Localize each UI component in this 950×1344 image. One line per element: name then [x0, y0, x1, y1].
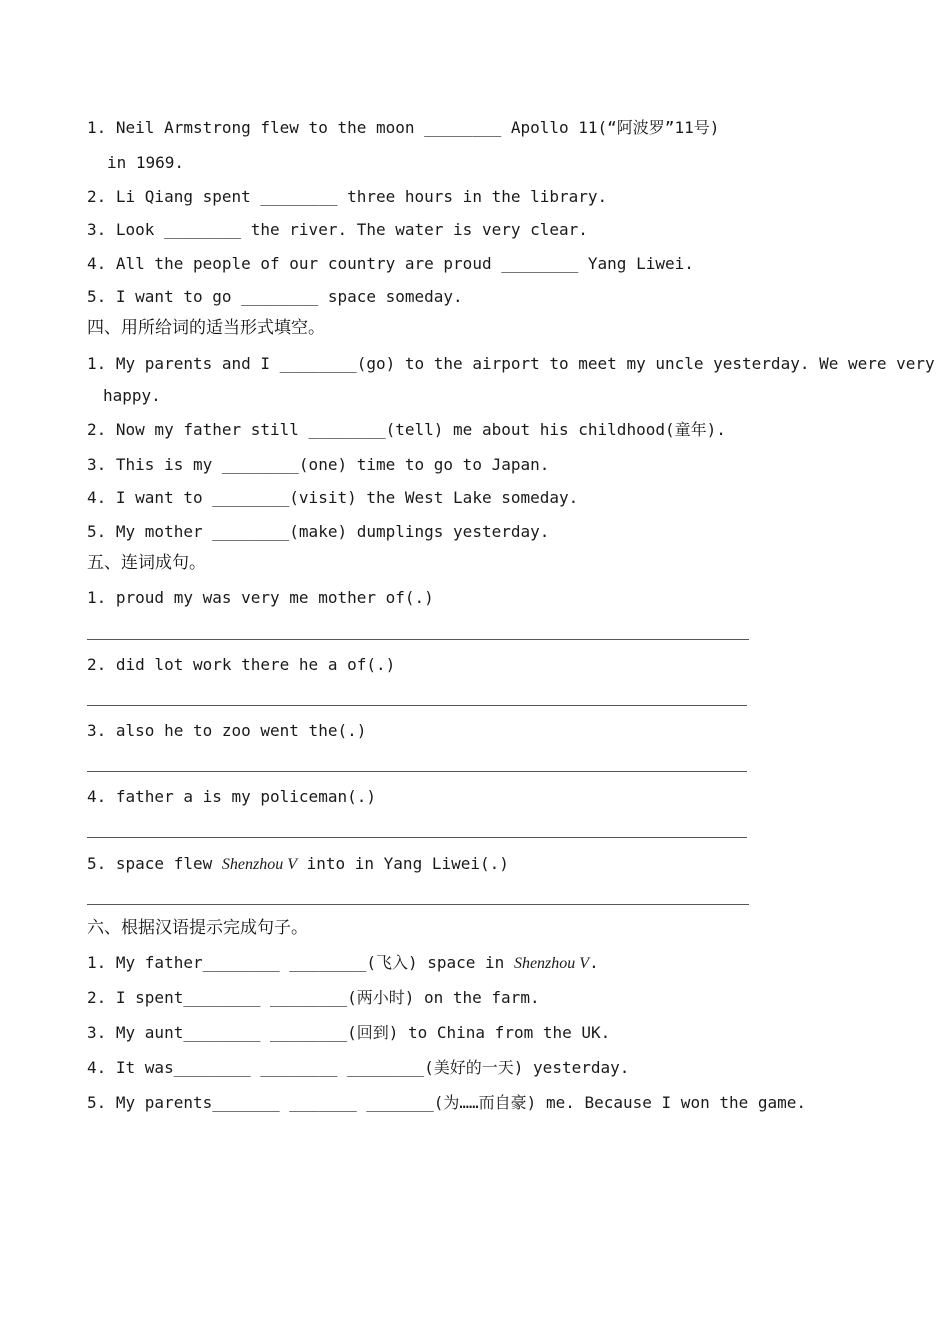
sec3-question-1: 1. Neil Armstrong flew to the moon ________ Apollo 11(“阿波罗”11号) [87, 118, 720, 137]
sec4-question-4: 4. I want to ________(visit) the West Lake someday. [87, 488, 579, 507]
answer-line-2[interactable] [87, 705, 747, 706]
sec4-question-1: 1. My parents and I ________(go) to the airport to meet my uncle yesterday. We were very [87, 354, 935, 373]
sec5-question-5-post: into in Yang Liwei(.) [296, 854, 509, 873]
section-4-title: 四、用所给词的适当形式填空。 [87, 318, 325, 338]
sec6-question-3: 3. My aunt________ ________(回到) to China from the UK. [87, 1023, 611, 1042]
sec3-question-1-cont: in 1969. [107, 153, 185, 172]
answer-line-3[interactable] [87, 771, 747, 772]
sec3-question-5: 5. I want to go ________ space someday. [87, 287, 463, 306]
sec5-question-2: 2. did lot work there he a of(.) [87, 655, 396, 674]
sec5-question-5 [87, 854, 887, 875]
sec5-question-4: 4. father a is my policeman(.) [87, 787, 376, 806]
answer-line-5[interactable] [87, 904, 749, 905]
sec4-question-3: 3. This is my ________(one) time to go to Japan. [87, 455, 550, 474]
sec6-question-5: 5. My parents_______ _______ _______(为……而自豪) me. Because I won the game. [87, 1093, 807, 1112]
sec4-question-5: 5. My mother ________(make) dumplings yesterday. [87, 522, 550, 541]
sec5-question-5-pre: 5. space flew [87, 854, 222, 873]
answer-line-4[interactable] [87, 837, 747, 838]
sec6-question-1-pre: 1. My father________ ________(飞入) space in [87, 953, 514, 972]
sec6-question-2: 2. I spent________ ________(两小时) on the farm. [87, 988, 540, 1007]
section-5-title: 五、连词成句。 [87, 553, 206, 573]
shenzhou-italic-2: Shenzhou V [513, 955, 590, 972]
sec6-question-1-post: . [589, 953, 599, 972]
sec6-question-4: 4. It was________ ________ ________(美好的一天) yesterday. [87, 1058, 630, 1077]
sec4-question-1-cont: happy. [103, 386, 161, 405]
sec4-question-2: 2. Now my father still ________(tell) me about his childhood(童年). [87, 420, 726, 439]
sec3-question-2: 2. Li Qiang spent ________ three hours in the library. [87, 187, 608, 206]
sec5-question-1: 1. proud my was very me mother of(.) [87, 588, 434, 607]
section-6-title: 六、根据汉语提示完成句子。 [87, 918, 308, 938]
sec3-question-4: 4. All the people of our country are proud ________ Yang Liwei. [87, 254, 694, 273]
sec6-question-1 [87, 953, 887, 974]
shenzhou-italic: Shenzhou V [221, 856, 297, 873]
answer-line-1[interactable] [87, 639, 749, 640]
sec3-question-3: 3. Look ________ the river. The water is very clear. [87, 220, 588, 239]
sec5-question-3: 3. also he to zoo went the(.) [87, 721, 367, 740]
